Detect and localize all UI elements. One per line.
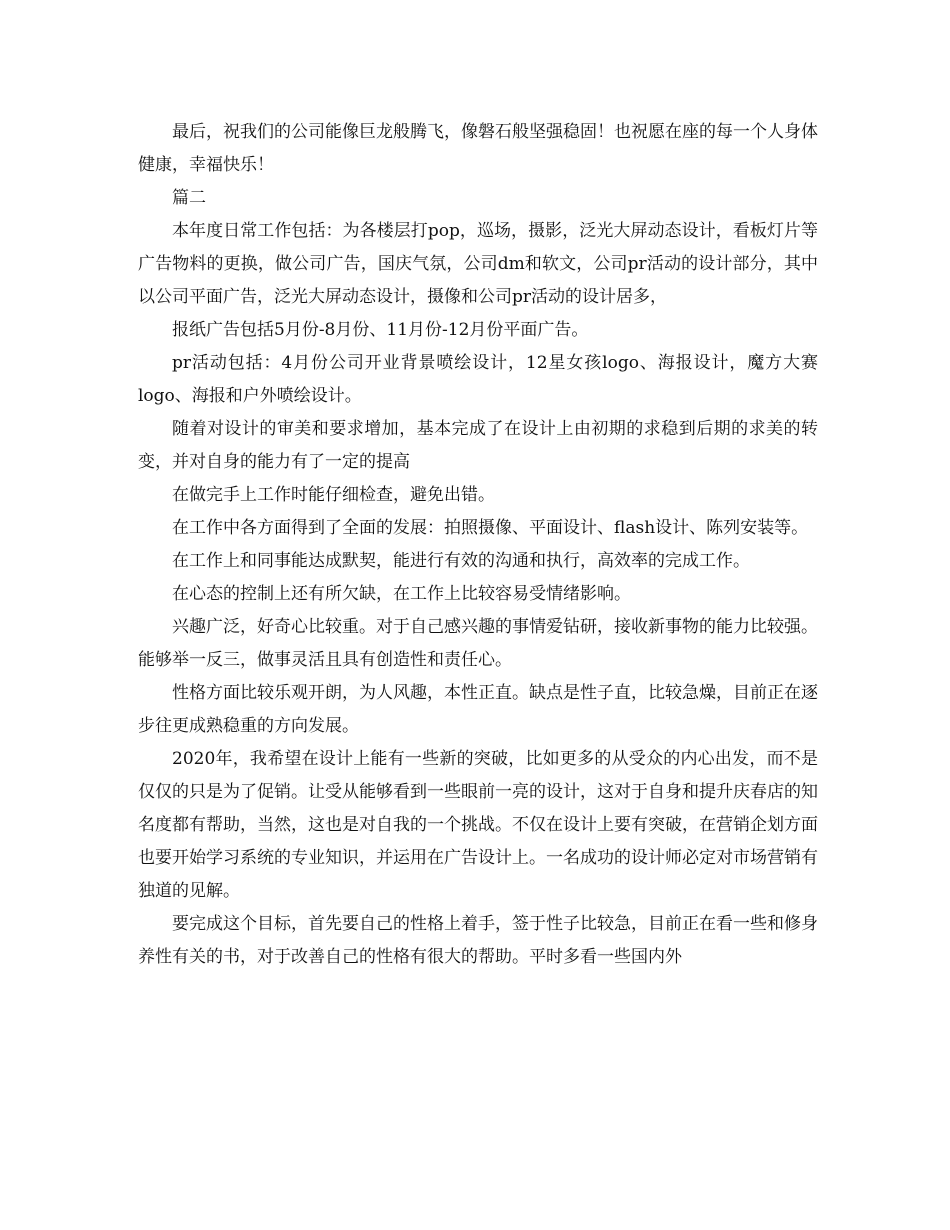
paragraph-2020-goals: 2020年，我希望在设计上能有一些新的突破，比如更多的从受众的内心出发，而不是仅仅的只是为了促销。让受从能够看到一些眼前一亮的设计，这对于自身和提升庆春店的知名度都有帮助，当然，这也是对自我的一个挑战。不仅在设计上要有突破，在营销企划方面也要开始学习系统的专业知识，并运用在广告设计上。一名成功的设计师必定对市场营销有独道的见解。 (138, 749, 818, 901)
paragraph-closing-wishes: 最后，祝我们的公司能像巨龙般腾飞，像磐石般坚强稳固！也祝愿在座的每一个人身体健康，幸福快乐！ (138, 122, 818, 175)
paragraph-mindset: 在心态的控制上还有所欠缺，在工作上比较容易受情绪影响。 (172, 584, 631, 604)
paragraph-teamwork: 在工作上和同事能达成默契，能进行有效的沟通和执行，高效率的完成工作。 (172, 551, 750, 571)
paragraph-design-aesthetics: 随着对设计的审美和要求增加，基本完成了在设计上由初期的求稳到后期的求美的转变，并对自身的能力有了一定的提高 (138, 419, 818, 472)
paragraph-daily-work: 本年度日常工作包括：为各楼层打pop，巡场，摄影，泛光大屏动态设计，看板灯片等广告物料的更换，做公司广告，国庆气氛，公司dm和软文，公司pr活动的设计部分，其中以公司平面广告，泛光大屏动态设计，摄像和公司pr活动的设计居多， (138, 221, 818, 307)
paragraph-interests: 兴趣广泛，好奇心比较重。对于自己感兴趣的事情爱钻研，接收新事物的能力比较强。能够举一反三，做事灵活且具有创造性和责任心。 (138, 617, 818, 670)
paragraph-overall-development: 在工作中各方面得到了全面的发展：拍照摄像、平面设计、flash设计、陈列安装等。 (172, 518, 809, 538)
paragraph-careful-check: 在做完手上工作时能仔细检查，避免出错。 (172, 485, 495, 505)
paragraph-newspaper-ads: 报纸广告包括5月份-8月份、11月份-12月份平面广告。 (172, 320, 589, 340)
paragraph-achieve-goal: 要完成这个目标，首先要自己的性格上着手，签于性子比较急，目前正在看一些和修身养性有关的书，对于改善自己的性格有很大的帮助。平时多看一些国内外 (138, 914, 818, 967)
paragraph-personality: 性格方面比较乐观开朗，为人风趣，本性正直。缺点是性子直，比较急燥，目前正在逐步往更成熟稳重的方向发展。 (138, 683, 818, 736)
paragraph-pr-activities: pr活动包括：4月份公司开业背景喷绘设计，12星女孩logo、海报设计，魔方大赛logo、海报和户外喷绘设计。 (138, 353, 818, 406)
document-body (138, 116, 818, 974)
section-heading-part-two: 篇二 (172, 188, 206, 208)
